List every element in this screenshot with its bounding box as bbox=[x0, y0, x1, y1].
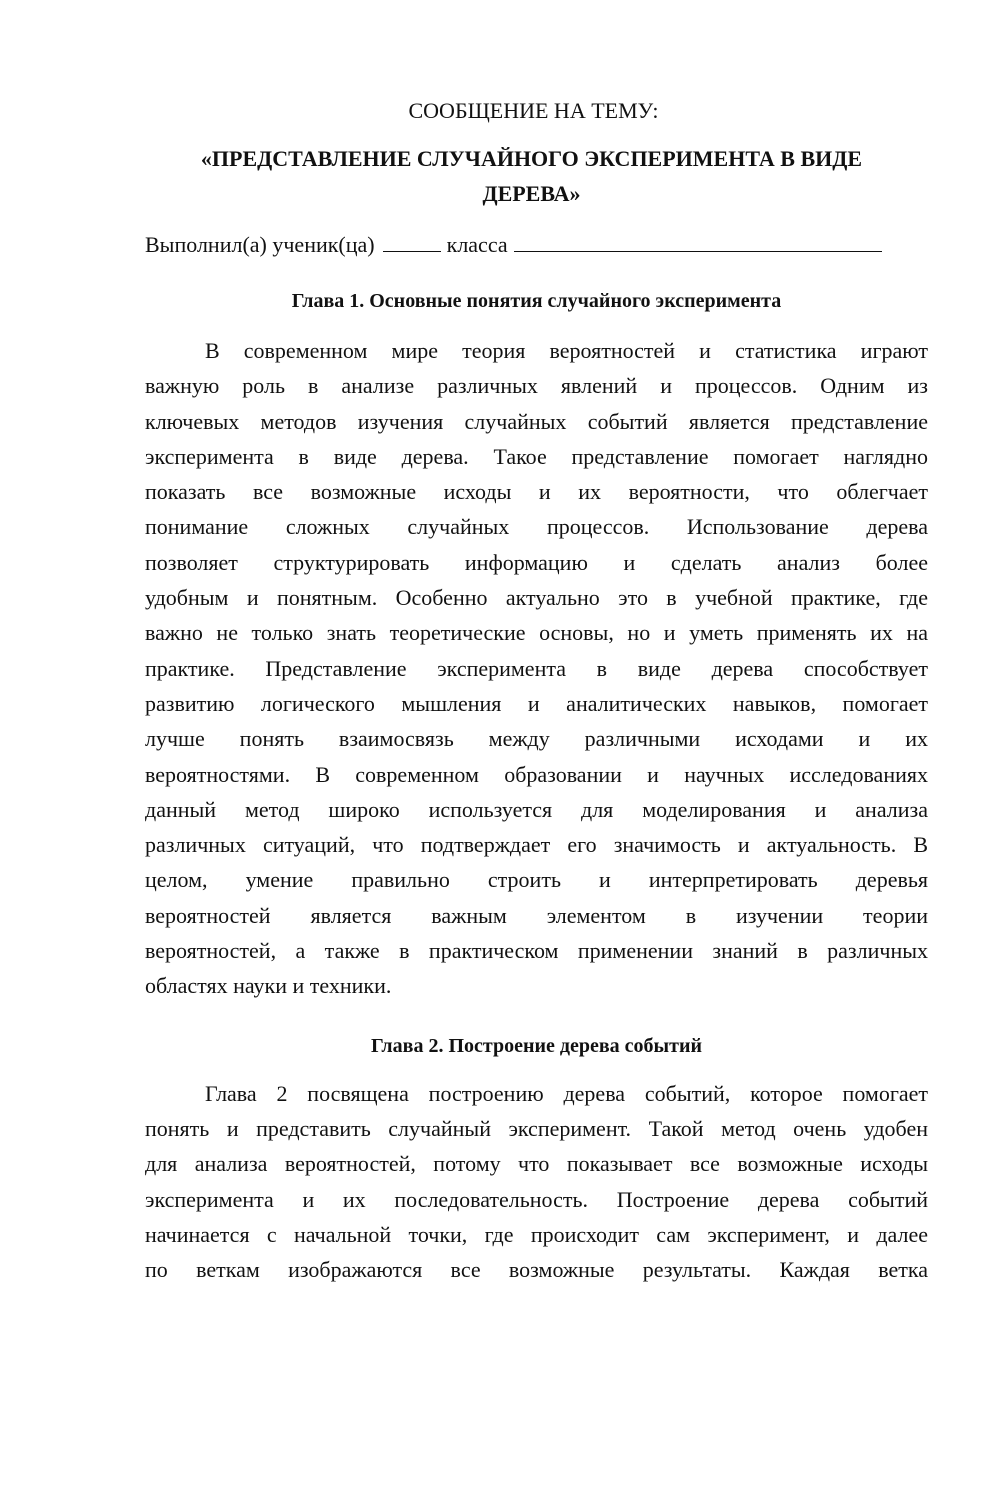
paragraph-line: эксперимента и их последовательность. Построение дерева событий bbox=[145, 1186, 928, 1212]
title-line-2a: «ПРЕДСТАВЛЕНИЕ СЛУЧАЙНОГО ЭКСПЕРИМЕНТА В ВИДЕ bbox=[200, 146, 863, 171]
paragraph-line: понимание сложных случайных процессов. Использование дерева bbox=[145, 514, 928, 540]
paragraph-line: областях науки и техники. bbox=[145, 973, 392, 999]
paragraph-line: начинается с начальной точки, где происходит сам эксперимент, и далее bbox=[145, 1221, 928, 1247]
chapter-2-heading: Глава 2. Построение дерева событий bbox=[370, 1034, 703, 1057]
paragraph-line: вероятностей, а также в практическом применении знаний в различных bbox=[145, 938, 928, 964]
paragraph-line: различных ситуаций, что подтверждает его значимость и актуальность. В bbox=[145, 832, 928, 858]
paragraph-line: показать все возможные исходы и их вероятности, что облегчает bbox=[145, 479, 928, 505]
class-blank bbox=[383, 250, 441, 252]
chapter-1-heading: Глава 1. Основные понятия случайного эксперимента bbox=[291, 290, 782, 312]
paragraph-line: важную роль в анализе различных явлений и процессов. Одним из bbox=[145, 373, 928, 399]
chapter-1-paragraph bbox=[145, 333, 928, 1004]
paragraph-line: эксперимента в виде дерева. Такое представление помогает наглядно bbox=[145, 443, 928, 469]
paragraph-line: для анализа вероятностей, потому что показывает все возможные исходы bbox=[145, 1151, 928, 1177]
paragraph-line: данный метод широко используется для моделирования и анализа bbox=[145, 796, 928, 822]
paragraph-line: по веткам изображаются все возможные результаты. Каждая ветка bbox=[145, 1257, 928, 1283]
paragraph-line: вероятностей является важным элементом в изучении теории bbox=[145, 902, 928, 928]
paragraph-line: В современном мире теория вероятностей и статистика играют bbox=[205, 338, 928, 363]
paragraph-line: практике. Представление эксперимента в виде дерева способствует bbox=[145, 655, 928, 681]
name-blank bbox=[514, 250, 882, 252]
author-prefix: Выполнил(а) ученик(ца) bbox=[145, 232, 375, 257]
chapter-2-paragraph bbox=[145, 1076, 928, 1288]
paragraph-line: целом, умение правильно строить и интерпретировать деревья bbox=[145, 867, 928, 893]
title-line-1: СООБЩЕНИЕ НА ТЕМУ: bbox=[408, 98, 659, 123]
paragraph-line: понять и представить случайный эксперимент. Такой метод очень удобен bbox=[145, 1115, 928, 1141]
author-line bbox=[145, 230, 928, 260]
paragraph-line: ключевых методов изучения случайных событий является представление bbox=[145, 408, 928, 434]
document-page bbox=[0, 97, 1000, 1511]
paragraph-line: позволяет структурировать информацию и сделать анализ более bbox=[145, 549, 928, 575]
title-line-2b: ДЕРЕВА» bbox=[482, 181, 581, 206]
paragraph-line: развитию логического мышления и аналитических навыков, помогает bbox=[145, 690, 928, 716]
paragraph-line: вероятностями. В современном образовании и научных исследованиях bbox=[145, 761, 928, 787]
paragraph-line: Глава 2 посвящена построению дерева событий, которое помогает bbox=[205, 1080, 928, 1106]
author-class-label: класса bbox=[446, 232, 508, 257]
paragraph-line: важно не только знать теоретические основы, но и уметь применять их на bbox=[145, 620, 928, 646]
paragraph-line: лучше понять взаимосвязь между различными исходами и их bbox=[145, 726, 928, 752]
paragraph-line: удобным и понятным. Особенно актуально это в учебной практике, где bbox=[145, 585, 928, 611]
title-line-2 bbox=[135, 141, 928, 211]
